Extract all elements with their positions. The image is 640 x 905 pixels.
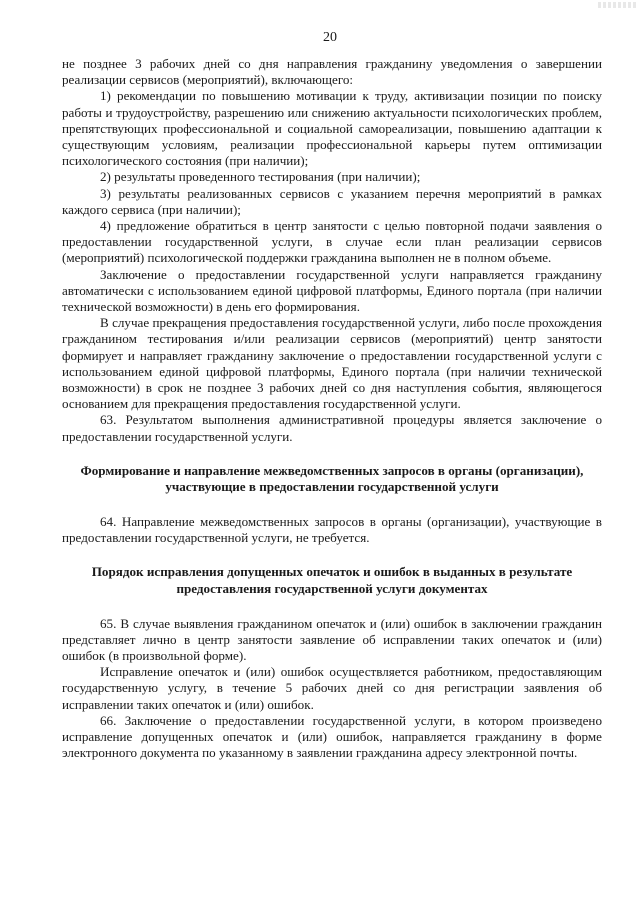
list-item-2: 2) результаты проведенного тестирования (при наличии);: [100, 169, 421, 185]
paragraph-66: 66. Заключение о предоставлении государственной услуги, в котором произведено исправление допущенных опечаток и (или) ошибок, направляется гражданину в форме электронного документа по указанному в заявлении гражданина адресу электронной почты.: [62, 712, 602, 761]
paragraph-65: 65. В случае выявления гражданином опечаток и (или) ошибок в заключении гражданин представляет лично в центр занятости заявление об исправлении таких опечаток и (или) ошибок (в произвольной форме).: [62, 615, 602, 664]
paragraph-conclusion-delivery: Заключение о предоставлении государственной услуги направляется гражданину автоматически с использованием единой цифровой платформы, Единого портала (при наличии технической возможности) в день его формирования.: [62, 266, 602, 315]
section-heading-corrections: Порядок исправления допущенных опечаток и ошибок в выданных в результате предоставления государственной услуги документах: [91, 564, 573, 597]
document-body: [62, 56, 602, 761]
paragraph-64: 64. Направление межведомственных запросов в органы (организации), участвующие в предоставлении государственной услуги, не требуется.: [62, 514, 602, 546]
paragraph-termination: В случае прекращения предоставления государственной услуги, либо после прохождения гражданином тестирования и/или реализации сервисов (мероприятий) центр занятости формирует и направляет гражданину заключение о предоставлении государственной услуги с использованием единой цифровой платформы, Единого портала (при наличии технической возможности) в срок не позднее 3 рабочих дней со дня наступления события, являющегося основанием для прекращения предоставления государственной услуги.: [62, 315, 602, 412]
scan-artifact: [598, 2, 636, 8]
paragraph-63: 63. Результатом выполнения административной процедуры является заключение о предоставлении государственной услуги.: [62, 412, 602, 444]
paragraph-corrections: Исправление опечаток и (или) ошибок осуществляется работником, предоставляющим государственную услугу, в течение 5 рабочих дней со дня регистрации заявления об исправлении таких опечаток и (или) ошибок.: [62, 664, 602, 712]
list-item-1: 1) рекомендации по повышению мотивации к труду, активизации позиции по поиску работы и трудоустройству, разрешению или снижению актуальности психологических проблем, препятствующих профессиональной и социальной самореализации, повышению адаптации к существующим условиям, реализации профессиональной карьеры путем оптимизации психологического состояния (при наличии);: [62, 88, 602, 169]
paragraph-continuation: не позднее 3 рабочих дней со дня направления гражданину уведомления о завершении реализации сервисов (мероприятий), включающего:: [62, 56, 602, 88]
list-item-4: 4) предложение обратиться в центр занятости с целью повторной подачи заявления о предоставлении государственной услуги, в случае если план реализации сервисов (мероприятий) психологической поддержки гражданина выполнен не в полном объеме.: [62, 218, 602, 266]
section-heading-interagency: Формирование и направление межведомственных запросов в органы (организации), участвующие в предоставлении государственной услуги: [80, 462, 584, 495]
page-number: 20: [323, 30, 337, 45]
list-item-3: 3) результаты реализованных сервисов с указанием перечня мероприятий в рамках каждого сервиса (при наличии);: [62, 185, 602, 217]
